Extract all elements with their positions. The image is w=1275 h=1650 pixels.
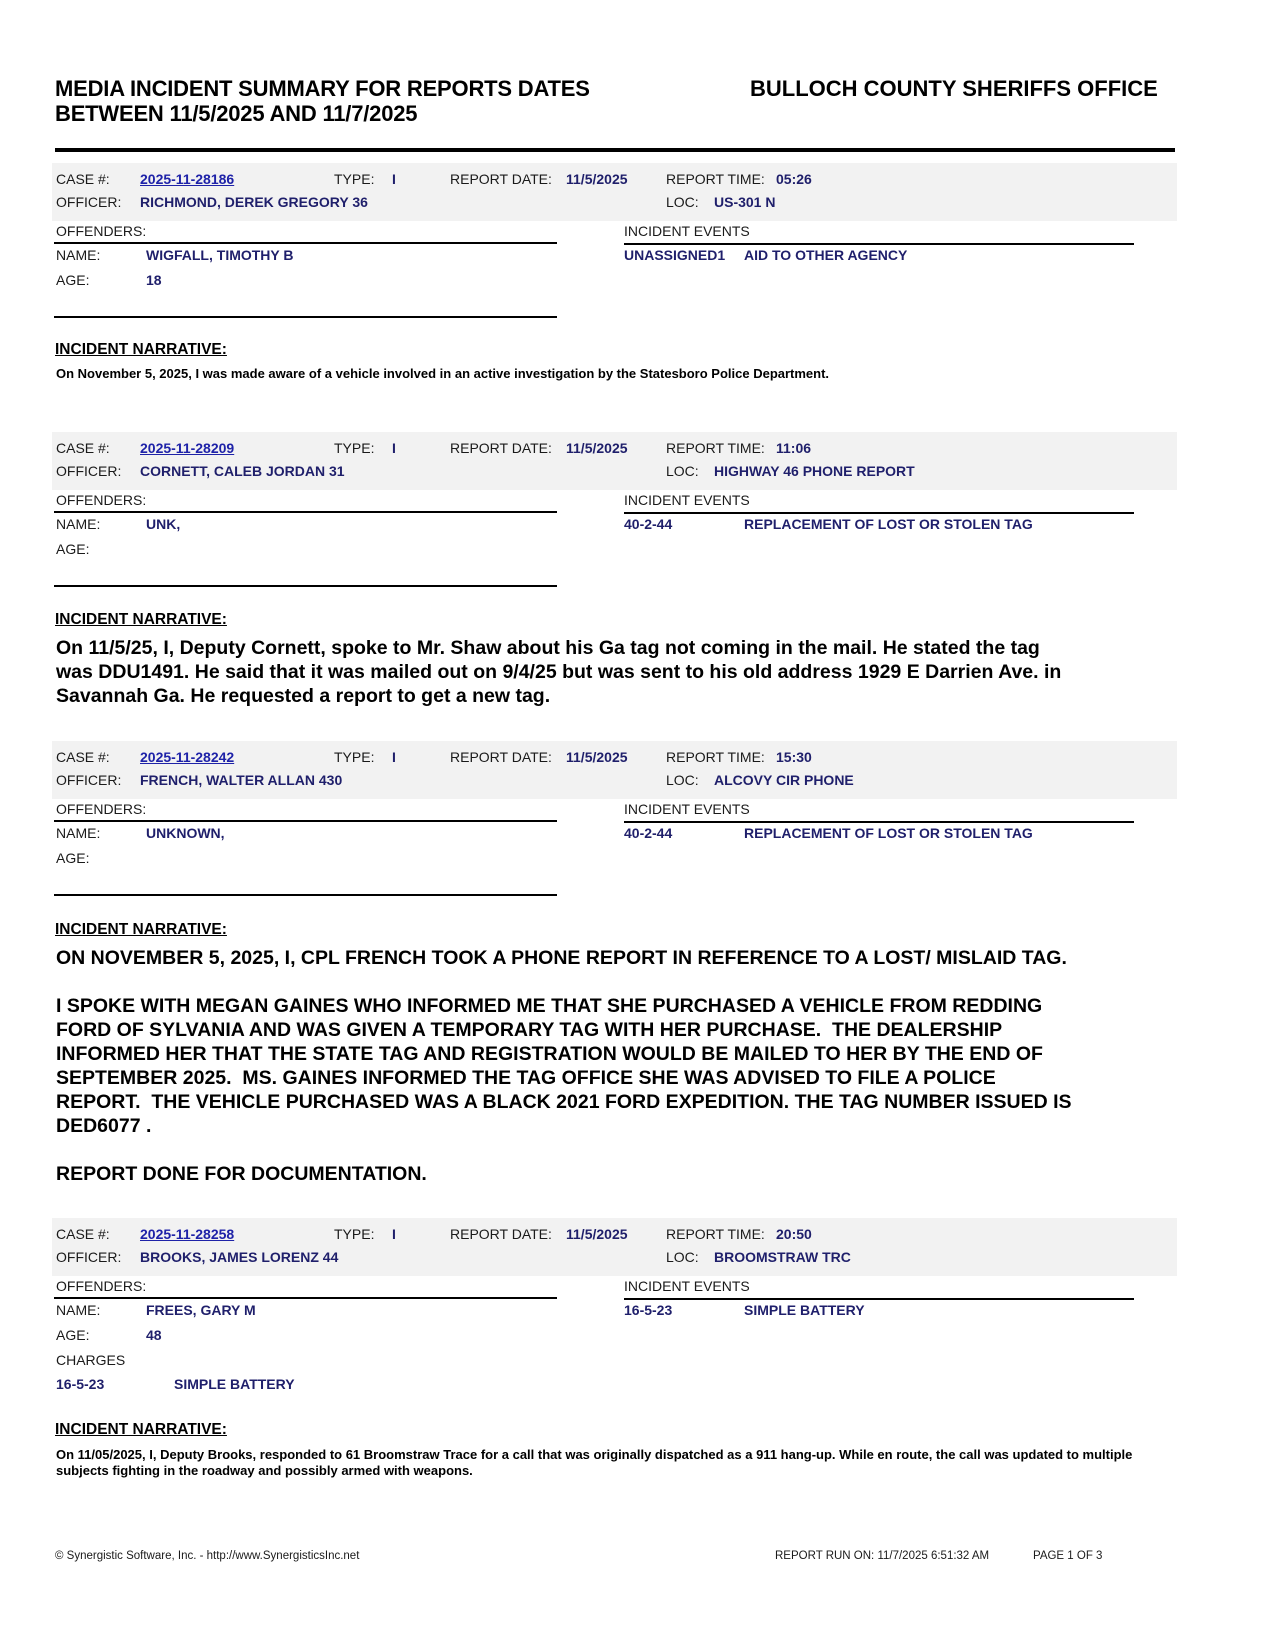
footer-report-run: REPORT RUN ON: 11/7/2025 6:51:32 AM	[775, 1550, 990, 1562]
case-number-link[interactable]: 2025-11-28258	[140, 1226, 235, 1242]
loc-label: LOC:	[666, 1249, 699, 1265]
officer-label: OFFICER:	[56, 772, 122, 788]
officer-value: CORNETT, CALEB JORDAN 31	[140, 463, 345, 479]
case-number-label: CASE #:	[56, 749, 110, 765]
event-code: UNASSIGNED1	[624, 247, 726, 263]
incident-events-underline	[624, 1298, 1134, 1300]
type-label: TYPE:	[334, 749, 375, 765]
offenders-bottom-rule	[54, 316, 557, 318]
loc-value: ALCOVY CIR PHONE	[714, 772, 854, 788]
narrative-heading: INCIDENT NARRATIVE:	[55, 611, 227, 628]
offender-age-label: AGE:	[56, 850, 90, 866]
offender-name-value: WIGFALL, TIMOTHY B	[146, 247, 294, 263]
offenders-underline	[54, 820, 557, 822]
officer-value: BROOKS, JAMES LORENZ 44	[140, 1249, 339, 1265]
offender-age-label: AGE:	[56, 541, 90, 557]
offenders-bottom-rule	[54, 894, 557, 896]
case-number-label: CASE #:	[56, 440, 110, 456]
loc-label: LOC:	[666, 772, 699, 788]
case-number-label: CASE #:	[56, 171, 110, 187]
type-label: TYPE:	[334, 171, 375, 187]
loc-label: LOC:	[666, 463, 699, 479]
report-date-label: REPORT DATE:	[450, 749, 552, 765]
event-code: 40-2-44	[624, 516, 673, 532]
report-date-label: REPORT DATE:	[450, 171, 552, 187]
event-description: REPLACEMENT OF LOST OR STOLEN TAG	[744, 825, 1033, 841]
narrative-heading: INCIDENT NARRATIVE:	[55, 1421, 227, 1438]
event-code: 40-2-44	[624, 825, 673, 841]
event-description: REPLACEMENT OF LOST OR STOLEN TAG	[744, 516, 1033, 532]
report-date-value: 11/5/2025	[566, 1226, 628, 1242]
offender-age-value: 18	[146, 272, 162, 288]
case-number-label: CASE #:	[56, 1226, 110, 1242]
loc-label: LOC:	[666, 194, 699, 210]
report-time-label: REPORT TIME:	[666, 1226, 765, 1242]
offender-name-value: FREES, GARY M	[146, 1302, 256, 1318]
report-title	[55, 76, 590, 126]
offender-age-value: 48	[146, 1327, 162, 1343]
offender-name-value: UNK,	[146, 516, 181, 532]
event-description: SIMPLE BATTERY	[744, 1302, 865, 1318]
narrative-text: ON NOVEMBER 5, 2025, I, CPL FRENCH TOOK A PHONE REPORT IN REFERENCE TO A LOST/ MISLAID TAG. I SPOKE WITH MEGAN GAINES WHO INFORMED ME THAT SHE PURCHASED A VEHICLE FROM REDDING FORD OF SYLVANIA AND WAS GIVEN A TEMPORARY TAG WITH HER PURCHASE. THE DEALERSHIP INFORMED HER THAT THE STATE TAG AND REGISTRATION WOULD BE MAILED TO HER BY THE END OF SEPTEMBER 2025. MS. GAINES INFORMED THE TAG OFFICE SHE WAS ADVISED TO FILE A POLICE REPORT. THE VEHICLE PURCHASED WAS A BLACK 2021 FORD EXPEDITION. THE TAG NUMBER ISSUED IS DED6077 . REPORT DONE FOR DOCUMENTATION.	[56, 947, 1072, 1185]
offender-name-label: NAME:	[56, 516, 101, 532]
event-code: 16-5-23	[624, 1302, 673, 1318]
officer-value: FRENCH, WALTER ALLAN 430	[140, 772, 343, 788]
offender-name-label: NAME:	[56, 1302, 101, 1318]
narrative-heading: INCIDENT NARRATIVE:	[55, 921, 227, 938]
report-time-label: REPORT TIME:	[666, 171, 765, 187]
offenders-underline	[54, 242, 557, 244]
type-value: I	[392, 1226, 396, 1242]
type-value: I	[392, 749, 396, 765]
case-number-link[interactable]: 2025-11-28186	[140, 171, 235, 187]
footer-page-number: PAGE 1 OF 3	[1033, 1550, 1103, 1562]
agency-name: BULLOCH COUNTY SHERIFFS OFFICE	[750, 76, 1158, 101]
officer-label: OFFICER:	[56, 463, 122, 479]
incident-events-underline	[624, 512, 1134, 514]
incident-events-underline	[624, 243, 1134, 245]
type-value: I	[392, 440, 396, 456]
offender-name-value: UNKNOWN,	[146, 825, 225, 841]
offender-age-label: AGE:	[56, 1327, 90, 1343]
offenders-underline	[54, 1297, 557, 1299]
offenders-label: OFFENDERS:	[56, 801, 147, 817]
type-label: TYPE:	[334, 440, 375, 456]
case-number-link[interactable]: 2025-11-28209	[140, 440, 235, 456]
case-number-link[interactable]: 2025-11-28242	[140, 749, 235, 765]
offenders-bottom-rule	[54, 585, 557, 587]
report-time-value: 20:50	[776, 1226, 812, 1242]
loc-value: HIGHWAY 46 PHONE REPORT	[714, 463, 915, 479]
report-date-value: 11/5/2025	[566, 749, 628, 765]
footer-copyright: © Synergistic Software, Inc. - http://www.SynergisticsInc.net	[55, 1550, 360, 1562]
narrative-text: On November 5, 2025, I was made aware of a vehicle involved in an active investigation by the Statesboro Police Department.	[56, 366, 830, 381]
report-title-line1: MEDIA INCIDENT SUMMARY FOR REPORTS DATES	[55, 76, 590, 101]
header-divider	[55, 148, 1175, 152]
offenders-label: OFFENDERS:	[56, 223, 147, 239]
offender-name-label: NAME:	[56, 247, 101, 263]
officer-label: OFFICER:	[56, 194, 122, 210]
type-label: TYPE:	[334, 1226, 375, 1242]
report-date-value: 11/5/2025	[566, 440, 628, 456]
report-time-value: 11:06	[776, 440, 812, 456]
narrative-text: On 11/5/25, I, Deputy Cornett, spoke to Mr. Shaw about his Ga tag not coming in the mail. He stated the tag was DDU1491. He said that it was mailed out on 9/4/25 but was sent to his old address 1929 E Darrien Ave. in Savannah Ga. He requested a report to get a new tag.	[56, 637, 1062, 707]
loc-value: BROOMSTRAW TRC	[714, 1249, 851, 1265]
narrative-text: On 11/05/2025, I, Deputy Brooks, responded to 61 Broomstraw Trace for a call that was originally dispatched as a 911 hang-up. While en route, the call was updated to multiple subjects fighting in the roadway and possibly armed with weapons.	[56, 1447, 1133, 1478]
charges-label: CHARGES	[56, 1352, 126, 1368]
offenders-underline	[54, 511, 557, 513]
narrative-heading: INCIDENT NARRATIVE:	[55, 341, 227, 358]
incident-events-label: INCIDENT EVENTS	[624, 1278, 750, 1294]
incident-events-label: INCIDENT EVENTS	[624, 801, 750, 817]
offenders-label: OFFENDERS:	[56, 1278, 147, 1294]
type-value: I	[392, 171, 396, 187]
officer-label: OFFICER:	[56, 1249, 122, 1265]
report-time-value: 05:26	[776, 171, 812, 187]
report-date-value: 11/5/2025	[566, 171, 628, 187]
report-date-label: REPORT DATE:	[450, 440, 552, 456]
officer-value: RICHMOND, DEREK GREGORY 36	[140, 194, 368, 210]
offender-name-label: NAME:	[56, 825, 101, 841]
charge-description: SIMPLE BATTERY	[174, 1376, 295, 1392]
event-description: AID TO OTHER AGENCY	[744, 247, 908, 263]
report-title-line2: BETWEEN 11/5/2025 AND 11/7/2025	[55, 101, 418, 126]
report-time-label: REPORT TIME:	[666, 440, 765, 456]
loc-value: US-301 N	[714, 194, 776, 210]
offender-age-label: AGE:	[56, 272, 90, 288]
incident-events-underline	[624, 821, 1134, 823]
report-time-label: REPORT TIME:	[666, 749, 765, 765]
report-date-label: REPORT DATE:	[450, 1226, 552, 1242]
report-time-value: 15:30	[776, 749, 812, 765]
incident-events-label: INCIDENT EVENTS	[624, 223, 750, 239]
offenders-label: OFFENDERS:	[56, 492, 147, 508]
charge-code: 16-5-23	[56, 1376, 105, 1392]
incident-events-label: INCIDENT EVENTS	[624, 492, 750, 508]
